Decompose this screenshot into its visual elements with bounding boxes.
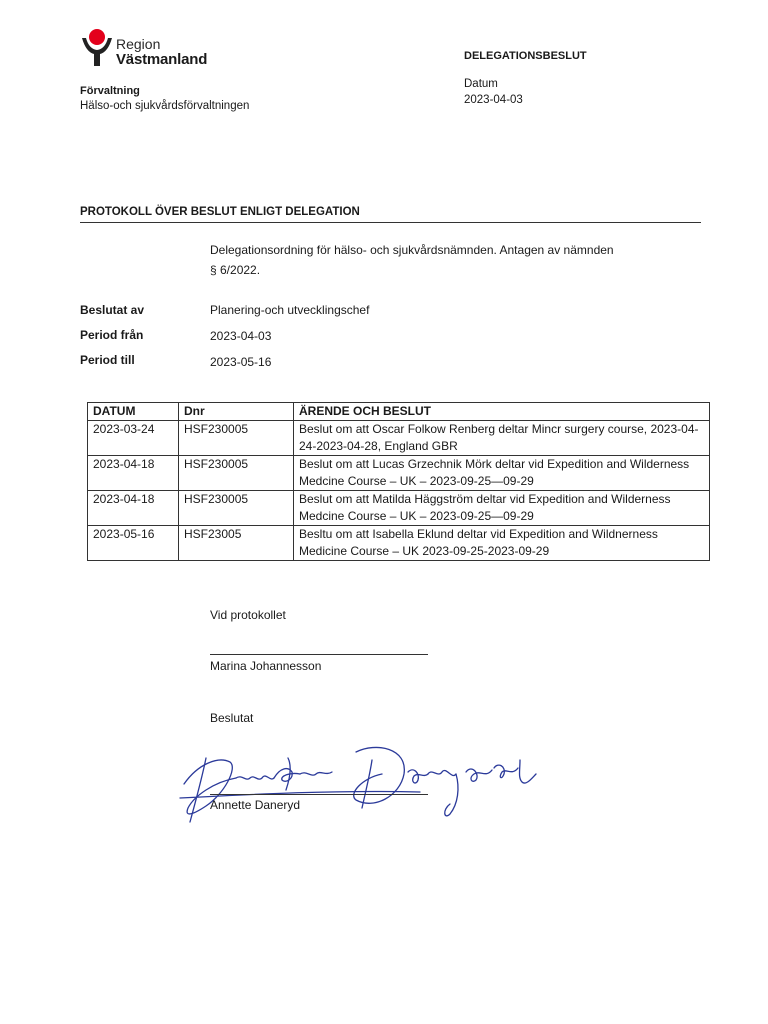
administration-label: Förvaltning bbox=[80, 85, 140, 97]
region-logo-mark-icon bbox=[80, 28, 114, 68]
administration-value: Hälso-och sjukvårdsförvaltningen bbox=[80, 100, 250, 112]
row-dnr: HSF230005 bbox=[179, 491, 294, 526]
minutes-label: Vid protokollet bbox=[210, 608, 286, 622]
region-logo bbox=[80, 28, 230, 72]
period-from-label: Period från bbox=[80, 328, 144, 342]
decided-label: Beslutat bbox=[210, 711, 254, 725]
period-to-value: 2023-05-16 bbox=[210, 355, 272, 369]
date-label: Datum bbox=[464, 78, 498, 90]
table-header-row bbox=[88, 403, 710, 421]
row-dnr: HSF23005 bbox=[179, 526, 294, 561]
row-dnr: HSF230005 bbox=[179, 456, 294, 491]
document-type: DELEGATIONSBESLUT bbox=[464, 50, 587, 62]
section-title: PROTOKOLL ÖVER BESLUT ENLIGT DELEGATION bbox=[80, 206, 360, 218]
column-header-date: DATUM bbox=[88, 403, 179, 421]
table-row bbox=[88, 456, 710, 491]
decider-name: Annette Daneryd bbox=[210, 798, 301, 812]
row-matter: Besltu om att Isabella Eklund deltar vid Expedition and Wildnerness Medicine Course – UK 2023-09-25-2023-09-29 bbox=[294, 526, 710, 561]
period-from-value: 2023-04-03 bbox=[210, 329, 272, 343]
section-divider bbox=[80, 222, 701, 223]
handwritten-signature bbox=[176, 738, 546, 830]
table-row bbox=[88, 526, 710, 561]
row-matter: Beslut om att Lucas Grzechnik Mörk deltar vid Expedition and Wilderness Medcine Course – UK – 2023-09-25—09-29 bbox=[294, 456, 710, 491]
logo-text-region: Region bbox=[116, 36, 161, 52]
signature-line-decider bbox=[210, 794, 428, 795]
row-date: 2023-03-24 bbox=[88, 421, 179, 456]
signature-line-secretary bbox=[210, 654, 428, 655]
row-date: 2023-04-18 bbox=[88, 491, 179, 526]
row-dnr: HSF230005 bbox=[179, 421, 294, 456]
row-date: 2023-05-16 bbox=[88, 526, 179, 561]
period-to-label: Period till bbox=[80, 353, 135, 367]
table-row bbox=[88, 491, 710, 526]
column-header-dnr: Dnr bbox=[179, 403, 294, 421]
intro-paragraph bbox=[210, 240, 680, 280]
row-matter: Beslut om att Matilda Häggström deltar vid Expedition and Wilderness Medcine Course – UK – 2023-09-25—09-29 bbox=[294, 491, 710, 526]
column-header-matter: ÄRENDE OCH BESLUT bbox=[294, 403, 710, 421]
intro-line-2: § 6/2022. bbox=[210, 263, 261, 277]
intro-line-1: Delegationsordning för hälso- och sjukvårdsnämnden. Antagen av nämnden bbox=[210, 243, 614, 257]
row-matter: Beslut om att Oscar Folkow Renberg deltar Mincr surgery course, 2023-04-24-2023-04-28, England GBR bbox=[294, 421, 710, 456]
logo-text-vastmanland: Västmanland bbox=[116, 51, 208, 68]
secretary-name: Marina Johannesson bbox=[210, 659, 322, 673]
decided-by-label: Beslutat av bbox=[80, 303, 145, 317]
date-value: 2023-04-03 bbox=[464, 94, 523, 106]
decided-by-value: Planering-och utvecklingschef bbox=[210, 303, 370, 317]
table-row bbox=[88, 421, 710, 456]
row-date: 2023-04-18 bbox=[88, 456, 179, 491]
decisions-table bbox=[87, 402, 710, 561]
